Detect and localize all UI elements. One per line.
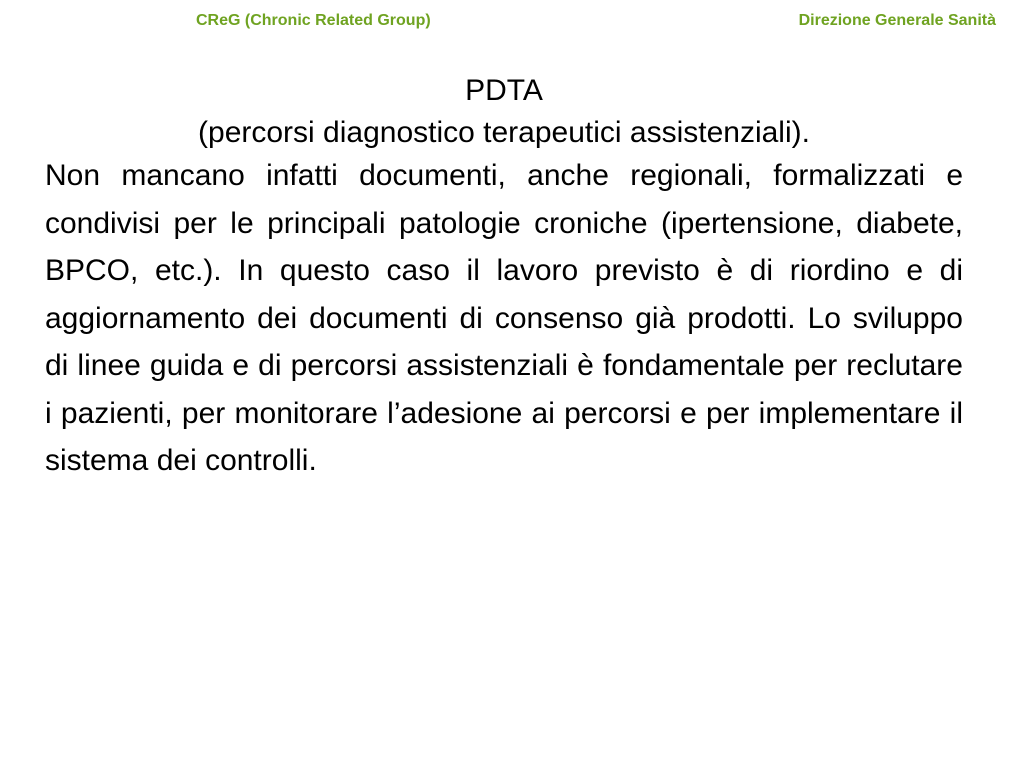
header-right-label: Direzione Generale Sanità [798,12,996,29]
slide-subtitle: (percorsi diagnostico terapeutici assistenziali). [198,116,810,149]
header-left-label: CReG (Chronic Related Group) [196,12,431,29]
slide-body-text: Non mancano infatti documenti, anche regionali, formalizzati e condivisi per le principali patologie croniche (ipertensione, diabete, BPCO, etc.). In questo caso il lavoro previsto è di riordino e di aggiornamento dei documenti di consenso già prodotti. Lo sviluppo di linee guida e di percorsi assistenziali è fondamentale per reclutare i pazienti, per monitorare l’adesione ai percorsi e per implementare il sistema dei controlli. [45,159,963,477]
slide-content [45,68,963,485]
slide-title: PDTA [465,74,543,107]
slide-header [0,12,1024,36]
